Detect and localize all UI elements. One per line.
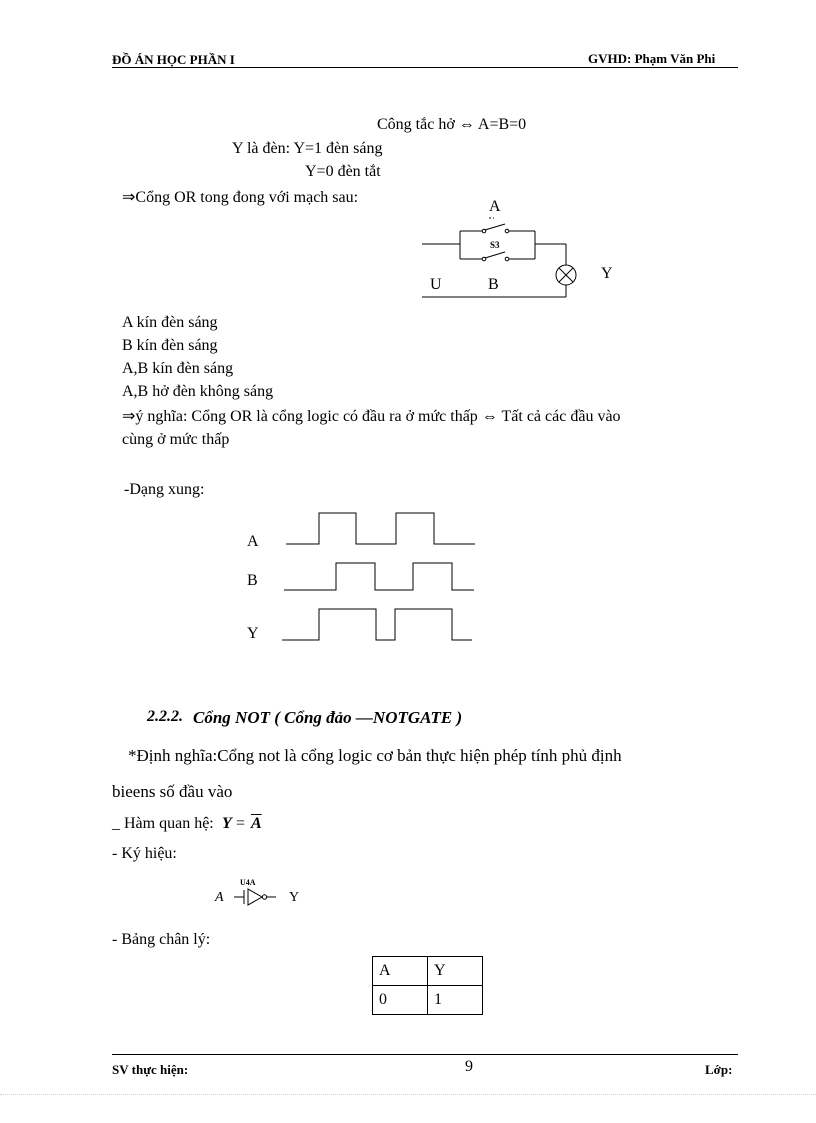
waveform-label-y: Y [247, 625, 259, 642]
truth-table-row [373, 986, 483, 1015]
relation-label: _ Hàm quan hệ: [112, 815, 214, 832]
truth-header-a: A [373, 957, 428, 986]
section-title: Cổng NOT ( Cổng đảo —NOTGATE ) [193, 708, 463, 727]
gate-label: U4A [240, 878, 256, 887]
page-bottom-dots [0, 1094, 816, 1095]
waveform-label-b: B [247, 572, 258, 589]
footer-rule [112, 1054, 738, 1055]
meaning-line-2: cùng ở mức thấp [122, 431, 230, 448]
relation-a-bar: $\overline{A}$ [251, 815, 262, 832]
relation-y: Y [222, 815, 232, 832]
y-zero-line: Y=0 đèn tắt [305, 163, 381, 180]
page-number: 9 [465, 1058, 473, 1075]
waveform-title: -Dạng xung: [124, 481, 205, 498]
header-right: GVHD: Phạm Văn Phi [588, 51, 716, 66]
circuit-label-a: A [489, 198, 501, 215]
meaning-line-1: ⇒ý nghĩa: Cổng OR là cổng logic có đầu ra ở mức thấp ⇔ Tất cả các đầu vào [122, 408, 621, 425]
truth-table-title: - Bảng chân lý: [112, 931, 211, 948]
gate-output-label: Y [289, 890, 300, 905]
or-equivalent-line: ⇒Cổng OR tong đong với mạch sau: [122, 189, 359, 206]
waveform-label-a: A [247, 533, 259, 550]
symbol-title: - Ký hiệu: [112, 845, 177, 862]
case-1: A kín đèn sáng [122, 314, 218, 331]
truth-cell-a: 0 [373, 986, 428, 1015]
truth-table-header-row [373, 957, 483, 986]
footer-left: SV thực hiện: [112, 1062, 189, 1077]
truth-table [372, 956, 483, 1015]
circuit-label-y: Y [601, 265, 613, 282]
circuit-label-b: B [488, 276, 499, 293]
section-number: 2.2.2. [147, 708, 183, 725]
case-3: A,B kín đèn sáng [122, 360, 234, 377]
case-2: B kín đèn sáng [122, 337, 218, 354]
circuit-label-s3: S3 [490, 240, 500, 250]
truth-header-y: Y [428, 957, 483, 986]
switch-open-line: Công tắc hở ⇔ A=B=0 [377, 116, 527, 133]
y-is-lamp-line: Y là đèn: Y=1 đèn sáng [232, 140, 383, 157]
gate-input-label: A [215, 890, 224, 905]
header-left: ĐỒ ÁN HỌC PHẦN I [112, 52, 235, 67]
footer-right: Lớp: [705, 1062, 733, 1077]
definition-line-1: *Định nghĩa:Cổng not là cổng logic cơ bản thực hiện phép tính phủ định [128, 746, 622, 765]
truth-cell-y: 1 [428, 986, 483, 1015]
case-4: A,B hở đèn không sáng [122, 383, 274, 400]
relation-eq: = [236, 815, 246, 832]
circuit-label-u: U [430, 276, 442, 293]
definition-line-2: bieens số đầu vào [112, 782, 233, 801]
